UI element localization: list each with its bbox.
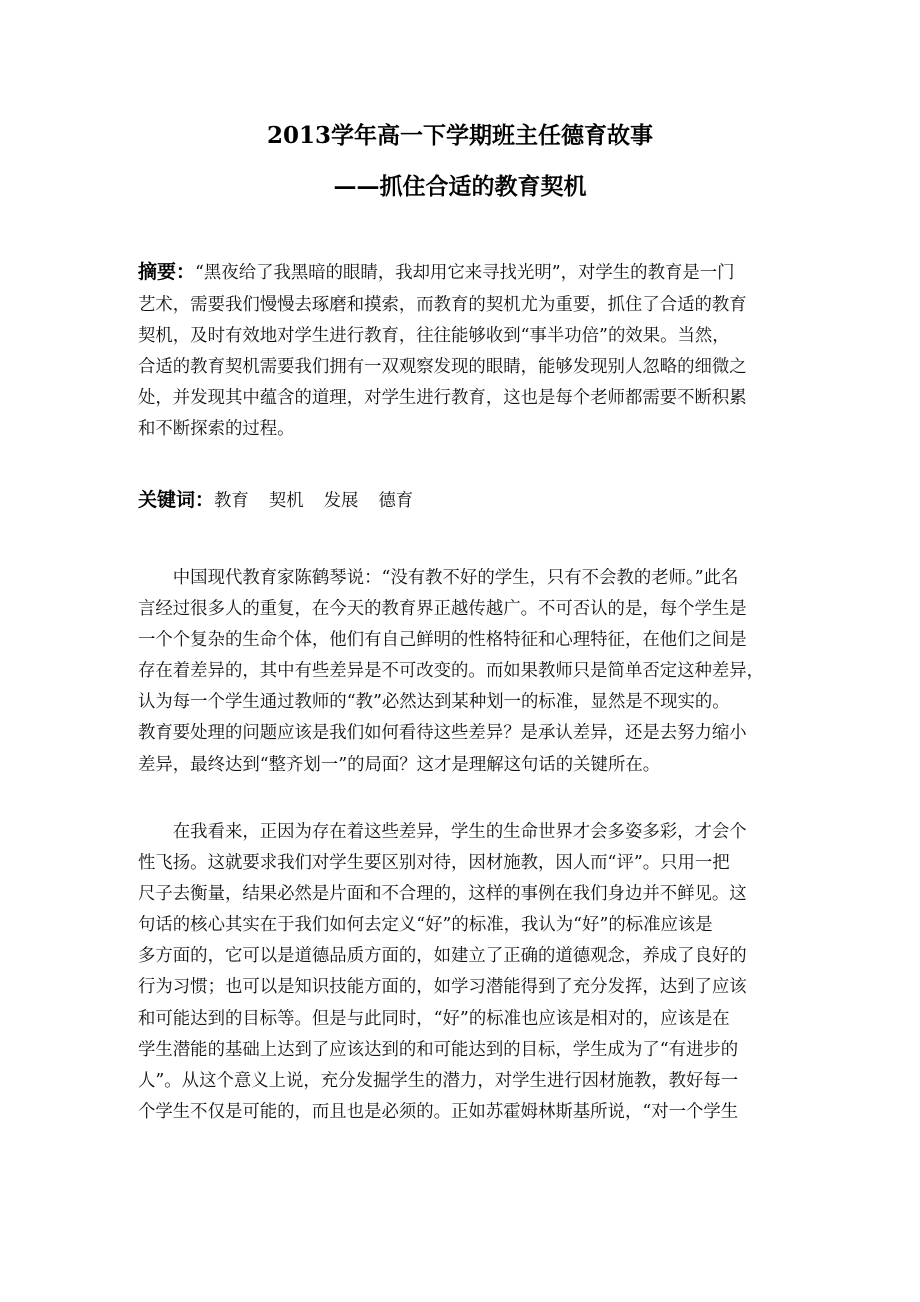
paragraph-line: 人”。从这个意义上说，充分发掘学生的潜力，对学生进行因材施教，教好每一 [138,1070,739,1091]
abstract-line: 合适的教育契机需要我们拥有一双观察发现的眼睛，能够发现别人忽略的细微之 [138,357,747,378]
paragraph-line: 尺子去衡量，结果必然是片面和不合理的，这样的事例在我们身边并不鲜见。这 [138,884,747,905]
abstract-line: 艺术，需要我们慢慢去琢磨和摸索，而教育的契机尤为重要，抓住了合适的教育 [138,295,747,315]
document-title: 2013学年高一下学期班主任德育故事 [266,122,653,149]
keyword: 德育 [378,491,414,511]
paragraph-line: 学生潜能的基础上达到了应该达到的和可能达到的目标，学生成为了“有进步的 [138,1039,739,1060]
paragraph-line: 中国现代教育家陈鹤琴说：“没有教不好的学生，只有不会教的老师。”此名 [138,568,739,588]
keywords-section [138,485,782,517]
document-subtitle: ——抓住合适的教育契机 [333,173,587,200]
abstract-line: 和不断探索的过程。 [138,419,295,440]
abstract-section [138,256,782,445]
paragraph-line: 性飞扬。这就要求我们对学生要区别对待，因材施教，因人而“评”。只用一把 [138,853,730,874]
abstract-line: 处，并发现其中蕴含的道理，对学生进行教育，这也是每个老师都需要不断积累 [138,388,747,409]
paragraph-line: 在我看来，正因为存在着这些差异，学生的生命世界才会多姿多彩，才会个 [138,822,747,842]
paragraph-line: 认为每一个学生通过教师的“教”必然达到某种划一的标准，显然是不现实的。 [138,692,730,713]
paragraph-line: 多方面的，它可以是道德品质方面的，如建立了正确的道德观念，养成了良好的 [138,946,747,967]
keywords-label: 关键词： [138,489,215,511]
paragraph-line: 教育要处理的问题应该是我们如何看待这些差异？是承认差异，还是去努力缩小 [138,723,747,744]
body-paragraph-2 [138,817,782,1128]
keyword: 契机 [268,491,304,511]
abstract-line: 摘要：“黑夜给了我黑暗的眼睛，我却用它来寻找光明”，对学生的教育是一门 [138,261,735,283]
keyword: 教育 [214,491,249,511]
paragraph-line: 差异，最终达到“整齐划一”的局面？这才是理解这句话的关键所在。 [138,754,661,775]
body-paragraph-1 [138,563,782,781]
paragraph-line: 行为习惯；也可以是知识技能方面的，如学习潜能得到了充分发挥，达到了应该 [138,977,747,998]
paragraph-line: 句话的核心其实在于我们如何去定义“好”的标准，我认为“好”的标准应该是 [138,915,713,936]
paragraph-line: 言经过很多人的重复，在今天的教育界正越传越广。不可否认的是，每个学生是 [138,599,747,620]
keyword: 发展 [323,491,359,511]
paragraph-line: 个学生不仅是可能的，而且也是必须的。正如苏霍姆林斯基所说，“对一个学生 [138,1101,739,1122]
paragraph-line: 存在着差异的，其中有些差异是不可改变的。而如果教师只是简单否定这种差异， [138,661,765,682]
abstract-line: 契机，及时有效地对学生进行教育，往往能够收到“事半功倍”的效果。当然， [138,326,730,347]
paragraph-line: 和可能达到的目标等。但是与此同时，“好”的标准也应该是相对的，应该是在 [138,1008,730,1029]
abstract-label: 摘要： [138,261,196,283]
paragraph-line: 一个个复杂的生命个体，他们有自己鲜明的性格特征和心理特征，在他们之间是 [138,630,747,651]
